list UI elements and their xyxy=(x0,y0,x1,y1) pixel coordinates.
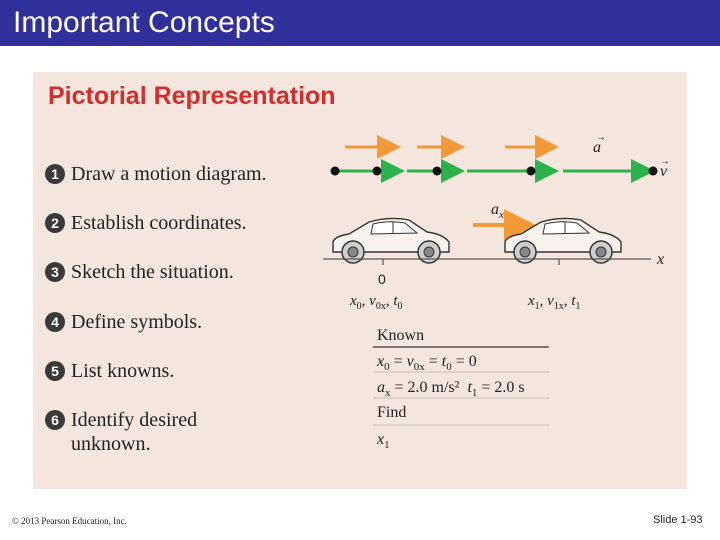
step-number-1-icon: 1 xyxy=(45,164,65,184)
step-label-5: List knowns. xyxy=(71,360,175,382)
pictorial-diagram xyxy=(323,132,683,462)
vector-arrow-icon: → xyxy=(596,132,606,143)
step-number-6-icon: 6 xyxy=(45,410,65,430)
step-label-1: Draw a motion diagram. xyxy=(71,163,267,185)
car-accel-label: $a_x$ xyxy=(491,201,504,221)
position-dot xyxy=(331,167,340,176)
find-heading: Find xyxy=(377,404,407,421)
step-label-4: Define symbols. xyxy=(71,311,203,333)
position-dot xyxy=(649,167,658,176)
panel-heading: Pictorial Representation xyxy=(48,82,336,110)
position-dot xyxy=(373,167,382,176)
step-label-6-line2: unknown. xyxy=(71,433,151,455)
position-dot xyxy=(433,167,442,176)
step-label-2: Establish coordinates. xyxy=(71,212,247,234)
vector-arrow-icon: → xyxy=(660,156,670,167)
slide-number: Slide 1-93 xyxy=(653,514,703,526)
slide-title-bar xyxy=(0,0,720,46)
step-number-4-icon: 4 xyxy=(45,312,65,332)
step-number-3-icon: 3 xyxy=(45,262,65,282)
slide-title: Important Concepts xyxy=(13,6,275,39)
known-heading: Known xyxy=(377,327,425,344)
x-axis-label: x xyxy=(657,251,665,268)
known-line-1: $x_0 = v_{0x} = t_0 = 0$ xyxy=(377,353,477,373)
position-dot xyxy=(527,167,536,176)
step-number-2-icon: 2 xyxy=(45,213,65,233)
known-line-2: $a_x = 2.0$ m/s² $t_1 = 2.0$ s xyxy=(377,379,525,399)
start-symbols: $x_0$, $v_{0x}$, $t_0$ xyxy=(350,293,403,312)
motion-diagram xyxy=(331,167,658,176)
end-symbols: $x_1$, $v_{1x}$, $t_1$ xyxy=(528,293,581,312)
velocity-vector-label: v xyxy=(660,163,668,180)
find-item: $x_1$ xyxy=(377,431,390,451)
accel-vector-label: a xyxy=(593,139,601,156)
step-label-3: Sketch the situation. xyxy=(71,261,234,283)
step-label-6: Identify desired xyxy=(71,409,198,431)
copyright-footer: © 2013 Pearson Education, Inc. xyxy=(12,516,127,526)
content-panel xyxy=(33,72,687,489)
origin-label: 0 xyxy=(378,271,386,287)
step-number-5-icon: 5 xyxy=(45,361,65,381)
car-start-icon xyxy=(333,218,449,263)
